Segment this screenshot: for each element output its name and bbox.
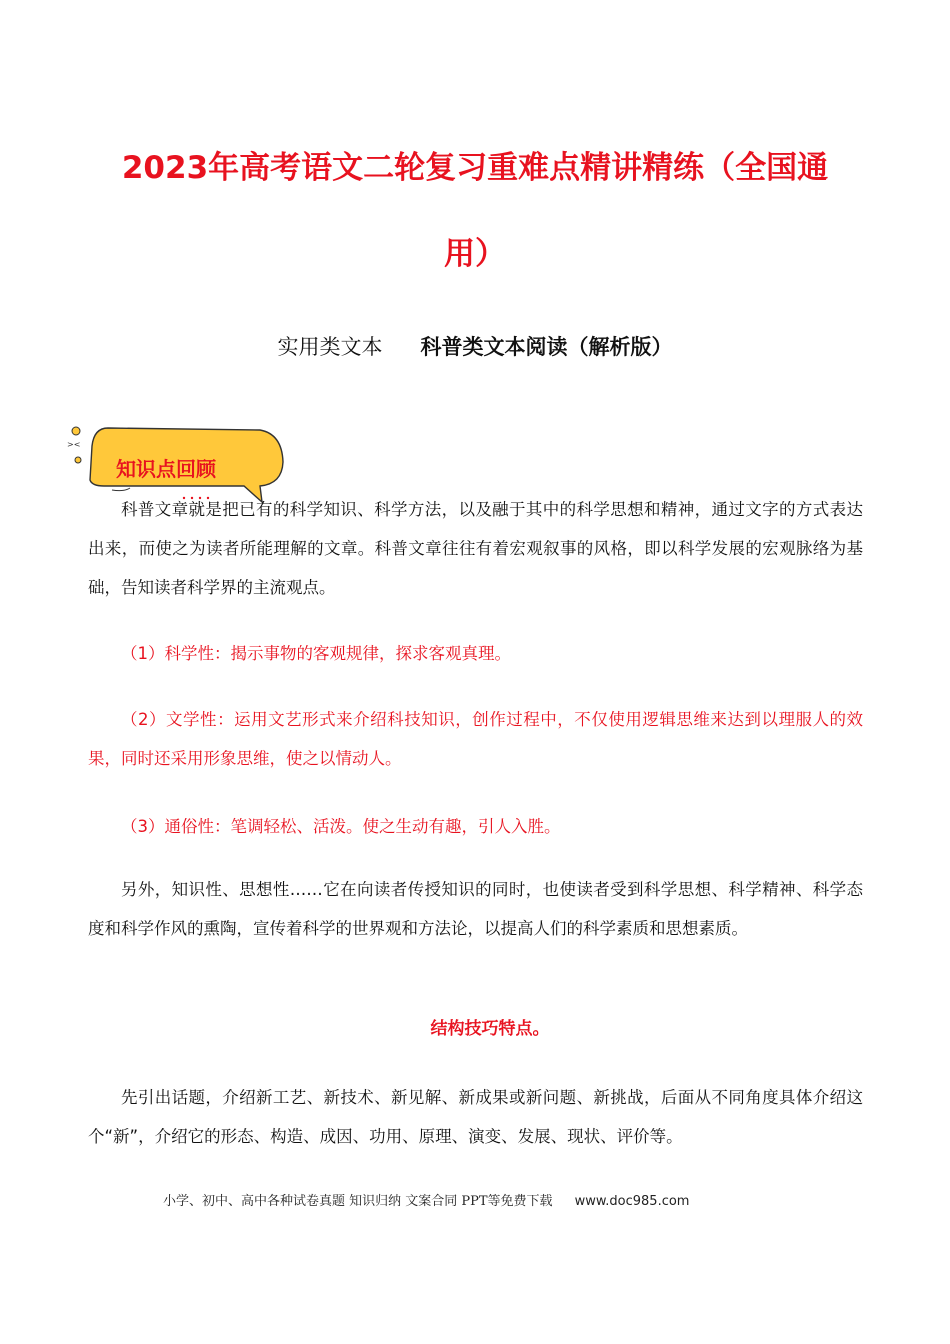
- footer-text: 小学、初中、高中各种试卷真题 知识归纳 文案合同 PPT等免费下载: [163, 1194, 553, 1209]
- subtitle-category: 实用类文本: [277, 335, 383, 359]
- structure-paragraph: 先引出话题，介绍新工艺、新技术、新见解、新成果或新问题、新挑战，后面从不同角度具体介绍这个“新”，介绍它的形态、构造、成因、功用、原理、演变、发展、现状、评价等。: [88, 1088, 863, 1146]
- badge-label: 知识点回顾: [116, 457, 216, 481]
- page-footer: [163, 1190, 689, 1209]
- point-scientific: （1）科学性：揭示事物的客观规律，探求客观真理。: [121, 644, 511, 663]
- document-title-line-2: 用）: [444, 236, 506, 272]
- intro-paragraph: 科普文章就是把已有的科学知识、科学方法，以及融于其中的科学思想和精神，通过文字的方式表达出来，而使之为读者所能理解的文章。科普文章往往有着宏观叙事的风格，即以科学发展的宏观脉络为基础，告知读者科学界的主流观点。: [88, 500, 863, 597]
- point-popular: （3）通俗性：笔调轻松、活泼。使之生动有趣，引人入胜。: [121, 817, 561, 836]
- document-title-line-1: 2023年高考语文二轮复习重难点精讲精练（全国通: [121, 150, 829, 186]
- other-features-paragraph: 另外，知识性、思想性……它在向读者传授知识的同时，也使读者受到科学思想、科学精神、科学态度和科学作风的熏陶，宣传着科学的世界观和方法论，以提高人们的科学素质和思想素质。: [88, 880, 863, 938]
- document-subtitle: [0, 331, 950, 361]
- structure-section-heading: 结构技巧特点。: [430, 1019, 550, 1039]
- subtitle-topic: 科普类文本阅读（解析版）: [420, 335, 673, 359]
- footer-url[interactable]: www.doc985.com: [574, 1194, 690, 1209]
- svg-text:><: ><: [67, 440, 81, 449]
- point-literary: （2）文学性：运用文艺形式来介绍科技知识，创作过程中，不仅使用逻辑思维来达到以理服人的效果，同时还采用形象思维，使之以情动人。: [88, 710, 863, 768]
